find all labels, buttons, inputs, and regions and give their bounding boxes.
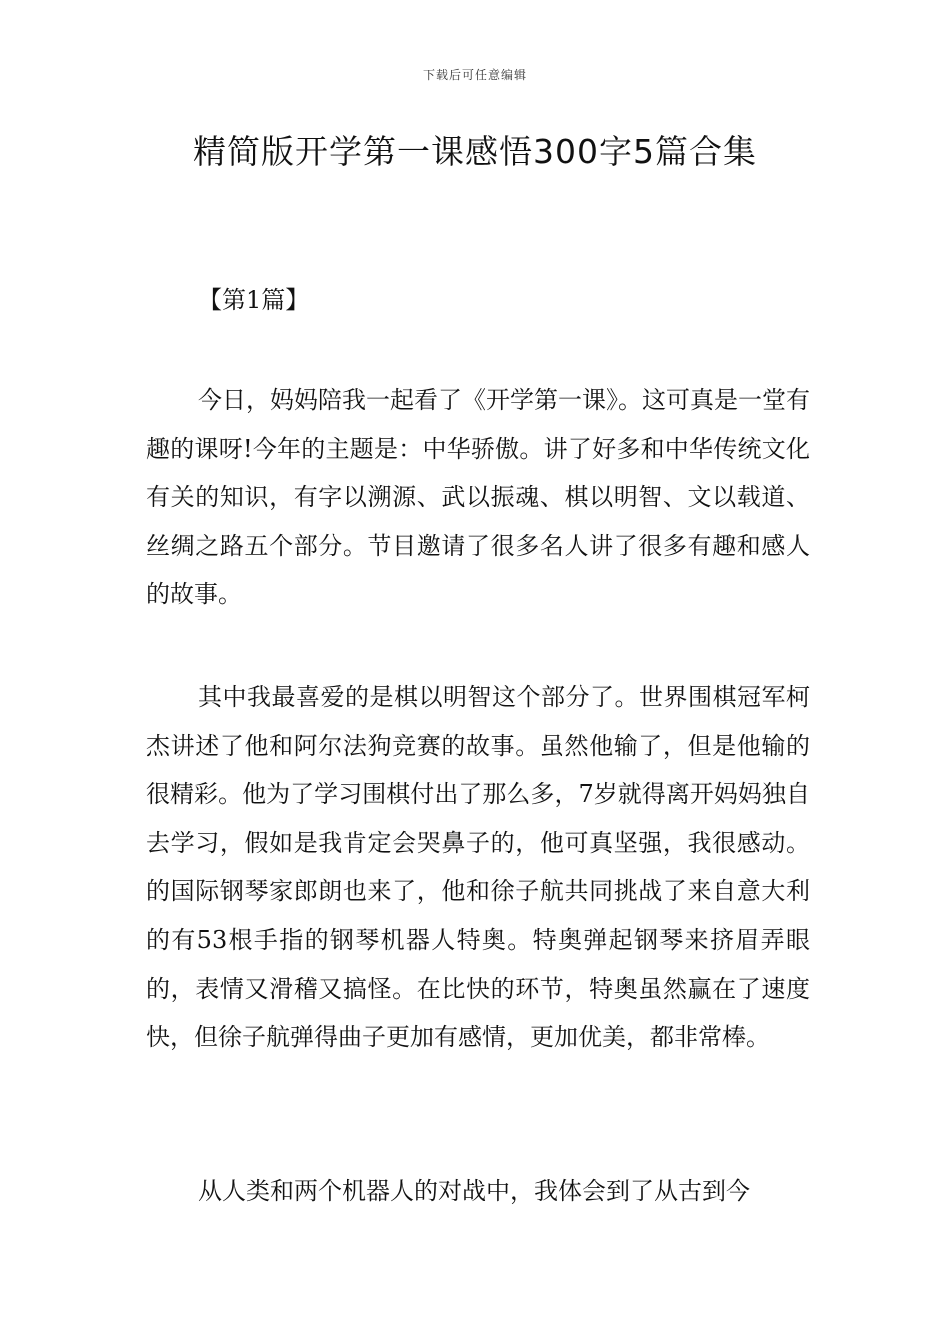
document-title: 精简版开学第一课感悟300字5篇合集 (193, 132, 757, 171)
paragraph: 今日，妈妈陪我一起看了《开学第一课》。这可真是一堂有趣的课呀!今年的主题是：中华骄傲。讲了好多和中华传统文化有关的知识，有字以溯源、武以振魂、棋以明智、文以载道、丝绸之路五个部分。节目邀请了很多名人讲了很多有趣和感人的故事。 (146, 386, 810, 609)
section-label: 【第1篇】 (198, 286, 310, 314)
header-note: 下载后可任意编辑 (422, 68, 527, 82)
paragraph: 其中我最喜爱的是棋以明智这个部分了。世界围棋冠军柯杰讲述了他和阿尔法狗竞赛的故事。虽然他输了，但是他输的很精彩。他为了学习围棋付出了那么多，7岁就得离开妈妈独自去学习，假如是我肯定会哭鼻子的，他可真坚强，我很感动。的国际钢琴家郎朗也来了，他和徐子航共同挑战了来自意大利的有53根手指的钢琴机器人特奥。特奥弹起钢琴来挤眉弄眼的，表情又滑稽又搞怪。在比快的环节，特奥虽然赢在了速度快，但徐子航弹得曲子更加有感情，更加优美，都非常棒。 (146, 683, 810, 1052)
paragraph: 从人类和两个机器人的对战中，我体会到了从古到今 (198, 1177, 750, 1205)
